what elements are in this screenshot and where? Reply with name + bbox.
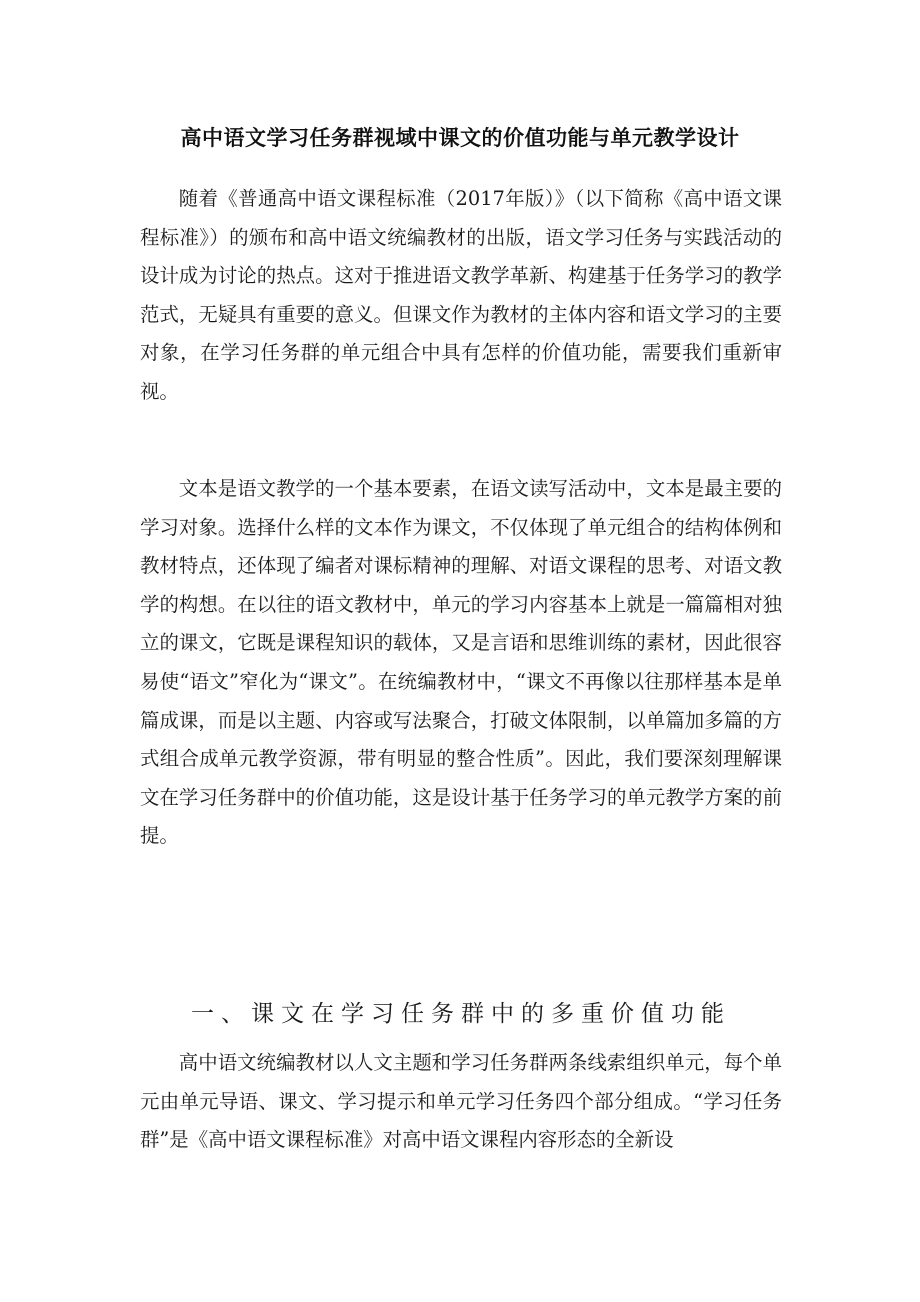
section-heading: 一、课文在学习任务群中的多重价值功能 <box>191 1001 731 1027</box>
section-paragraph: 高中语文统编教材以人文主题和学习任务群两条线索组织单元，每个单元由单元导语、课文、学习提示和单元学习任务四个部分组成。“学习任务群”是《高中语文课程标准》对高中语文课程内容形态的全新设 <box>140 1051 782 1152</box>
document-title: 高中语文学习任务群视域中课文的价值功能与单元教学设计 <box>180 126 740 150</box>
body-paragraph-1: 随着《普通高中语文课程标准（2017年版）》（以下简称《高中语文课程标准》）的颁布和高中语文统编教材的出版，语文学习任务与实践活动的设计成为讨论的热点。这对于推进语文教学革新、构建基于任务学习的教学范式，无疑具有重要的意义。但课文作为教材的主体内容和语文学习的主要对象，在学习任务群的单元组合中具有怎样的价值功能，需要我们重新审视。 <box>140 187 782 403</box>
body-paragraph-2: 文本是语文教学的一个基本要素，在语文读写活动中，文本是最主要的学习对象。选择什么样的文本作为课文，不仅体现了单元组合的结构体例和教材特点，还体现了编者对课标精神的理解、对语文课程的思考、对语文教学的构想。在以往的语文教材中，单元的学习内容基本上就是一篇篇相对独立的课文，它既是课程知识的载体，又是言语和思维训练的素材，因此很容易使“语文”窄化为“课文”。在统编教材中，“课文不再像以往那样基本是单篇成课，而是以主题、内容或写法聚合，打破文体限制，以单篇加多篇的方式组合成单元教学资源，带有明显的整合性质”。因此，我们要深刻理解课文在学习任务群中的价值功能，这是设计基于任务学习的单元教学方案的前提。 <box>140 477 782 848</box>
